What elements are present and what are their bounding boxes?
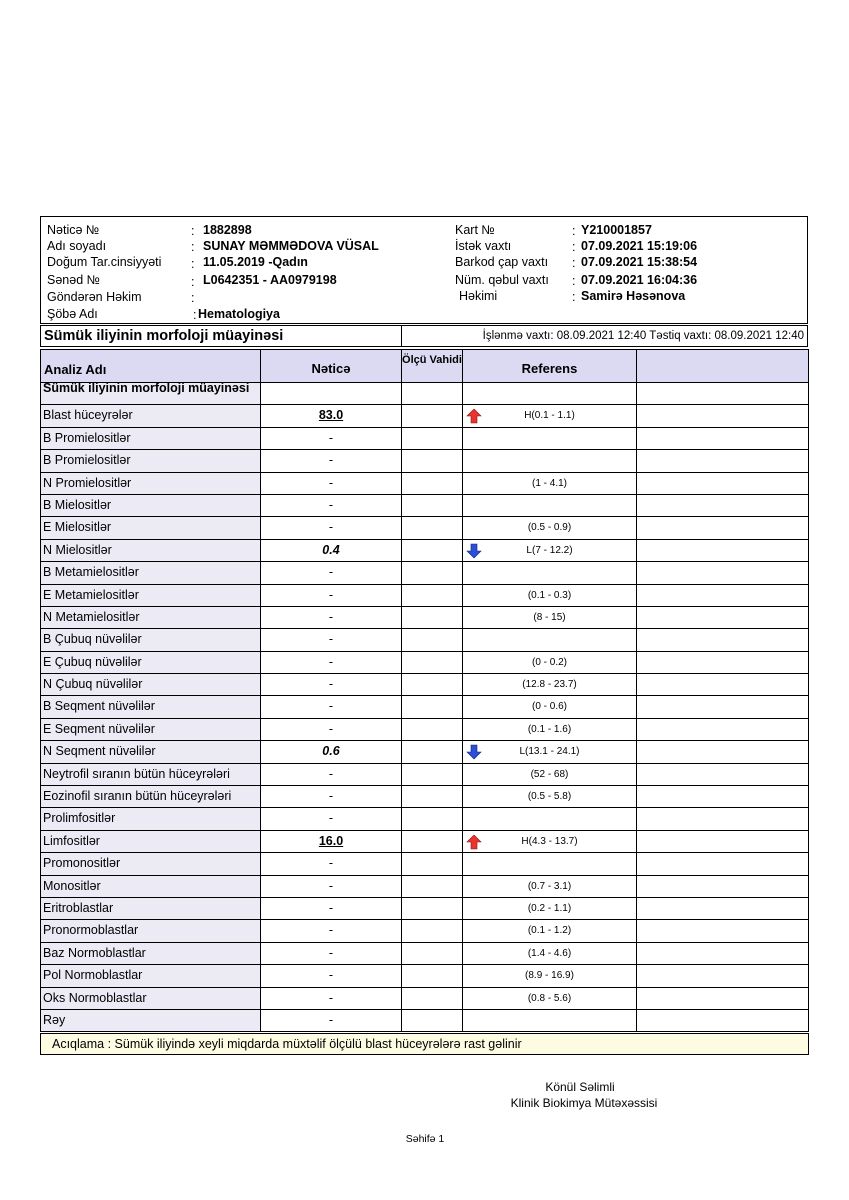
name-label: Adı soyadı <box>47 239 107 253</box>
colon: : <box>572 240 576 254</box>
table-row <box>40 562 809 584</box>
low-arrow-icon <box>466 744 482 760</box>
unit-cell <box>401 1010 462 1032</box>
table-cell <box>260 383 401 405</box>
analysis-name: Baz Normoblastlar <box>40 943 260 965</box>
result-value: - <box>260 629 401 651</box>
table-cell <box>636 898 809 920</box>
high-arrow-icon <box>466 834 482 850</box>
reference-cell <box>462 405 636 427</box>
table-cell <box>636 674 809 696</box>
reference-range: (52 - 68) <box>530 768 569 780</box>
analysis-name: Eritroblastlar <box>40 898 260 920</box>
signature-name: Könül Səlimli <box>545 1080 615 1094</box>
section-title: Sümük iliyinin morfoloji müayinəsi <box>44 328 284 344</box>
reference-cell <box>462 786 636 808</box>
analysis-name: E Seqment nüvəlilər <box>40 719 260 741</box>
table-row <box>40 405 809 427</box>
analysis-name: Blast hüceyrələr <box>40 405 260 427</box>
card-label: Kart № <box>455 223 495 237</box>
processing-times: İşlənmə vaxtı: 08.09.2021 12:40 Təstiq vaxtı: 08.09.2021 12:40 <box>482 330 804 342</box>
sample-value: 07.09.2021 16:04:36 <box>581 273 698 287</box>
result-value: - <box>260 876 401 898</box>
table-row <box>40 719 809 741</box>
unit-cell <box>401 517 462 539</box>
page-number: Səhifə 1 <box>405 1133 445 1145</box>
table-row <box>40 988 809 1010</box>
unit-cell <box>401 741 462 763</box>
unit-cell <box>401 853 462 875</box>
comment-box: Acıqlama : Sümük iliyində xeyli miqdarda müxtəlif ölçülü blast hüceyrələrə rast gəlinir <box>40 1033 809 1055</box>
reference-cell <box>462 965 636 987</box>
reference-cell <box>462 920 636 942</box>
request-label: İstək vaxtı <box>455 239 512 253</box>
colon: : <box>191 240 195 254</box>
barcode-label: Barkod çap vaxtı <box>455 255 549 269</box>
reference-range: (1.4 - 4.6) <box>527 947 572 959</box>
birth-value: 11.05.2019 -Qadın <box>203 255 308 269</box>
table-cell <box>636 1010 809 1032</box>
analysis-name: B Çubuq nüvəlilər <box>40 629 260 651</box>
table-row <box>40 629 809 651</box>
col-header-unit: Ölçü Vahidi <box>401 349 462 383</box>
table-cell <box>636 405 809 427</box>
reference-cell <box>462 652 636 674</box>
table-header-row <box>40 349 809 383</box>
unit-cell <box>401 988 462 1010</box>
unit-cell <box>401 562 462 584</box>
analysis-name: Pol Normoblastlar <box>40 965 260 987</box>
colon: : <box>572 224 576 238</box>
unit-cell <box>401 629 462 651</box>
unit-cell <box>401 495 462 517</box>
analysis-name: E Mielositlər <box>40 517 260 539</box>
reference-range: (0 - 0.2) <box>531 656 567 668</box>
table-row <box>40 876 809 898</box>
reference-cell <box>462 495 636 517</box>
reference-range: (0.1 - 1.6) <box>527 723 572 735</box>
reference-range: (8 - 15) <box>533 611 566 623</box>
table-row <box>40 898 809 920</box>
table-cell <box>636 920 809 942</box>
doctor-label: Həkimi <box>459 289 498 303</box>
barcode-value: 07.09.2021 15:38:54 <box>581 255 698 269</box>
result-value: - <box>260 719 401 741</box>
doc-value: L0642351 - AA0979198 <box>203 273 337 287</box>
table-cell <box>636 473 809 495</box>
table-row <box>40 517 809 539</box>
unit-cell <box>401 428 462 450</box>
unit-cell <box>401 652 462 674</box>
unit-cell <box>401 540 462 562</box>
result-value: - <box>260 428 401 450</box>
table-row <box>40 495 809 517</box>
table-row <box>40 1010 809 1032</box>
reference-cell <box>462 696 636 718</box>
dept-value: Hematologiya <box>198 307 280 321</box>
reference-range: H(4.3 - 13.7) <box>521 835 578 847</box>
reference-cell <box>462 898 636 920</box>
reference-range: L(7 - 12.2) <box>526 544 573 556</box>
analysis-name: N Çubuq nüvəlilər <box>40 674 260 696</box>
reference-cell <box>462 988 636 1010</box>
table-cell <box>636 562 809 584</box>
table-cell <box>636 696 809 718</box>
analysis-name: Eozinofil sıranın bütün hüceyrələri <box>40 786 260 808</box>
table-cell <box>636 450 809 472</box>
table-cell <box>462 383 636 405</box>
request-value: 07.09.2021 15:19:06 <box>581 239 698 253</box>
analysis-name: Pronormoblastlar <box>40 920 260 942</box>
reference-cell <box>462 473 636 495</box>
table-cell <box>636 383 809 405</box>
dept-label: Şöbə Adı <box>47 307 98 321</box>
analysis-name: N Mielositlər <box>40 540 260 562</box>
result-value: - <box>260 585 401 607</box>
colon: : <box>572 274 576 288</box>
analysis-name: Prolimfositlər <box>40 808 260 830</box>
unit-cell <box>401 585 462 607</box>
reference-range: (0.1 - 1.2) <box>527 925 572 937</box>
reference-cell <box>462 450 636 472</box>
result-value: - <box>260 517 401 539</box>
table-row <box>40 943 809 965</box>
result-value: - <box>260 652 401 674</box>
analysis-name: E Çubuq nüvəlilər <box>40 652 260 674</box>
reference-range: (0.2 - 1.1) <box>527 902 572 914</box>
table-cell <box>636 629 809 651</box>
table-cell <box>636 607 809 629</box>
table-row <box>40 808 809 830</box>
result-value: - <box>260 674 401 696</box>
table-row <box>40 607 809 629</box>
table-cell <box>636 585 809 607</box>
table-row <box>40 853 809 875</box>
table-cell <box>401 383 462 405</box>
unit-cell <box>401 405 462 427</box>
unit-cell <box>401 719 462 741</box>
birth-label: Doğum Tar.cinsiyyəti <box>47 255 162 269</box>
reference-cell <box>462 1010 636 1032</box>
sender-label: Göndərən Həkim <box>47 290 142 304</box>
colon: : <box>572 256 576 270</box>
table-row <box>40 674 809 696</box>
reference-cell <box>462 674 636 696</box>
reference-range: (0.7 - 3.1) <box>527 880 572 892</box>
doctor-value: Samirə Həsənova <box>581 289 686 303</box>
result-value: - <box>260 1010 401 1032</box>
colon: : <box>191 275 195 289</box>
patient-name-value: SUNAY MƏMMƏDOVA VÜSAL <box>203 239 379 253</box>
unit-cell <box>401 965 462 987</box>
table-body <box>40 405 809 1032</box>
unit-cell <box>401 674 462 696</box>
analysis-name: Rəy <box>40 1010 260 1032</box>
result-value: - <box>260 808 401 830</box>
table-row <box>40 741 809 763</box>
table-cell <box>636 786 809 808</box>
reference-cell <box>462 517 636 539</box>
group-label: Sümük iliyinin morfoloji müayinəsi <box>40 383 260 405</box>
analysis-name: Promonositlər <box>40 853 260 875</box>
table-cell <box>636 943 809 965</box>
table-row <box>40 585 809 607</box>
analysis-name: Oks Normoblastlar <box>40 988 260 1010</box>
table-row <box>40 920 809 942</box>
unit-cell <box>401 808 462 830</box>
table-row <box>40 450 809 472</box>
table-cell <box>636 495 809 517</box>
unit-cell <box>401 473 462 495</box>
reference-cell <box>462 808 636 830</box>
signature-title: Klinik Biokimya Mütəxəssisi <box>510 1096 658 1110</box>
colon: : <box>191 224 195 238</box>
reference-cell <box>462 540 636 562</box>
reference-range: (0 - 0.6) <box>531 701 567 713</box>
unit-cell <box>401 696 462 718</box>
col-header-name: Analiz Adı <box>40 349 260 383</box>
unit-cell <box>401 450 462 472</box>
table-cell <box>636 741 809 763</box>
col-header-result: Nəticə <box>260 349 401 383</box>
analysis-name: N Promielositlər <box>40 473 260 495</box>
result-value: 16.0 <box>260 831 401 853</box>
patient-header <box>40 216 808 324</box>
reference-cell <box>462 831 636 853</box>
reference-cell <box>462 741 636 763</box>
result-value: - <box>260 473 401 495</box>
analysis-name: B Mielositlər <box>40 495 260 517</box>
unit-cell <box>401 764 462 786</box>
result-value: - <box>260 562 401 584</box>
result-value: - <box>260 943 401 965</box>
unit-cell <box>401 786 462 808</box>
reference-range: L(13.1 - 24.1) <box>519 746 580 758</box>
unit-cell <box>401 920 462 942</box>
unit-cell <box>401 943 462 965</box>
table-cell <box>636 540 809 562</box>
section-title-bar <box>40 325 808 347</box>
unit-cell <box>401 831 462 853</box>
table-row <box>40 428 809 450</box>
reference-range: (0.5 - 5.8) <box>527 791 572 803</box>
colon: : <box>193 308 197 322</box>
reference-range: (8.9 - 16.9) <box>525 970 574 982</box>
result-value: 83.0 <box>260 405 401 427</box>
reference-range: (0.5 - 0.9) <box>527 522 572 534</box>
reference-range: (0.8 - 5.6) <box>527 992 572 1004</box>
reference-cell <box>462 585 636 607</box>
table-cell <box>636 764 809 786</box>
table-cell <box>636 831 809 853</box>
result-value: - <box>260 450 401 472</box>
doc-label: Sənəd № <box>47 273 101 287</box>
table-row <box>40 540 809 562</box>
reference-range: H(0.1 - 1.1) <box>524 410 575 422</box>
reference-cell <box>462 943 636 965</box>
result-no-label: Nəticə № <box>47 223 100 237</box>
low-arrow-icon <box>466 543 482 559</box>
analysis-name: N Metamielositlər <box>40 607 260 629</box>
table-cell <box>636 988 809 1010</box>
unit-cell <box>401 898 462 920</box>
result-value: 0.4 <box>260 540 401 562</box>
reference-cell <box>462 629 636 651</box>
high-arrow-icon <box>466 408 482 424</box>
colon: : <box>191 257 195 271</box>
result-value: - <box>260 965 401 987</box>
table-row <box>40 696 809 718</box>
reference-cell <box>462 853 636 875</box>
reference-range: (12.8 - 23.7) <box>522 679 577 691</box>
table-row <box>40 831 809 853</box>
table-row <box>40 652 809 674</box>
analysis-name: B Seqment nüvəlilər <box>40 696 260 718</box>
result-value: - <box>260 853 401 875</box>
table-group-row <box>40 383 809 405</box>
colon: : <box>191 291 195 305</box>
table-cell <box>636 517 809 539</box>
analysis-name: B Promielositlər <box>40 450 260 472</box>
reference-range: (0.1 - 0.3) <box>527 589 572 601</box>
result-value: - <box>260 495 401 517</box>
table-cell <box>636 808 809 830</box>
result-value: - <box>260 607 401 629</box>
result-value: 0.6 <box>260 741 401 763</box>
analysis-name: Monositlər <box>40 876 260 898</box>
table-row <box>40 786 809 808</box>
result-value: - <box>260 786 401 808</box>
analysis-name: N Seqment nüvəlilər <box>40 741 260 763</box>
result-value: - <box>260 764 401 786</box>
sample-label: Nüm. qəbul vaxtı <box>455 273 549 287</box>
table-row <box>40 965 809 987</box>
result-no-value: 1882898 <box>203 223 252 237</box>
unit-cell <box>401 876 462 898</box>
analysis-name: E Metamielositlər <box>40 585 260 607</box>
result-value: - <box>260 920 401 942</box>
table-cell <box>636 876 809 898</box>
divider <box>401 326 402 346</box>
result-value: - <box>260 696 401 718</box>
analysis-name: B Metamielositlər <box>40 562 260 584</box>
card-value: Y210001857 <box>581 223 652 237</box>
reference-cell <box>462 562 636 584</box>
table-row <box>40 764 809 786</box>
col-header-empty <box>636 349 809 383</box>
unit-cell <box>401 607 462 629</box>
reference-cell <box>462 764 636 786</box>
reference-cell <box>462 607 636 629</box>
analysis-name: Neytrofil sıranın bütün hüceyrələri <box>40 764 260 786</box>
table-cell <box>636 652 809 674</box>
table-cell <box>636 965 809 987</box>
reference-range: (1 - 4.1) <box>531 477 567 489</box>
colon: : <box>572 290 576 304</box>
result-value: - <box>260 898 401 920</box>
reference-cell <box>462 876 636 898</box>
col-header-reference: Referens <box>462 349 636 383</box>
result-value: - <box>260 988 401 1010</box>
reference-cell <box>462 428 636 450</box>
table-row <box>40 473 809 495</box>
reference-cell <box>462 719 636 741</box>
analysis-name: B Promielositlər <box>40 428 260 450</box>
table-cell <box>636 853 809 875</box>
table-cell <box>636 428 809 450</box>
table-cell <box>636 719 809 741</box>
results-table <box>40 349 809 1032</box>
analysis-name: Limfositlər <box>40 831 260 853</box>
